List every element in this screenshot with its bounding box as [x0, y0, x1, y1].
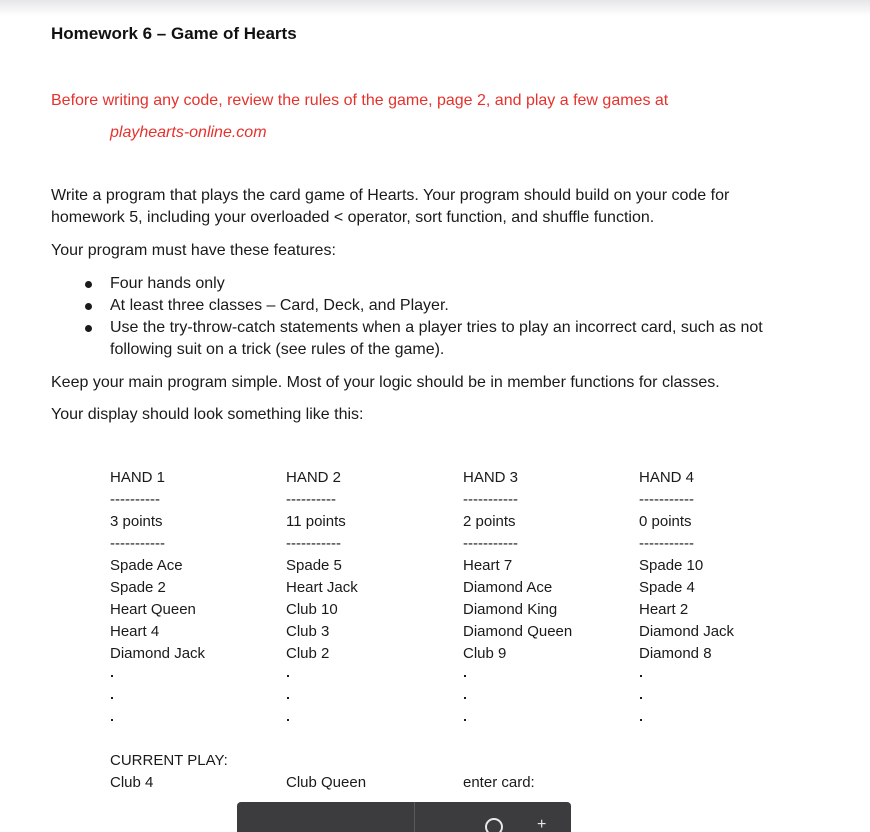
card: Club 10 [286, 601, 338, 618]
hand-title: HAND 4 [639, 469, 695, 486]
ellipsis-dot [639, 709, 734, 731]
card: Club 3 [286, 623, 330, 640]
separator: ----------- [463, 535, 518, 552]
ellipsis-dot [110, 687, 205, 709]
hand-points: 2 points [463, 513, 516, 530]
card: Spade Ace [110, 557, 183, 574]
viewer-top-shadow [0, 0, 870, 16]
bullet-text: At least three classes – Card, Deck, and Player. [110, 297, 449, 314]
ellipsis-dot [639, 665, 734, 687]
hand-points: 11 points [286, 513, 346, 530]
current-play-card-2: Club Queen [286, 774, 367, 791]
simplicity-paragraph: Keep your main program simple. Most of your logic should be in member functions for classes. [51, 374, 720, 391]
separator: ---------- [110, 491, 160, 508]
bullet-text: Four hands only [110, 275, 225, 292]
features-heading: Your program must have these features: [51, 242, 336, 259]
card: Heart 4 [110, 623, 160, 640]
hand-points: 0 points [639, 513, 692, 530]
intro-line-1: Write a program that plays the card game of Hearts. Your program should build on your code for [51, 187, 730, 204]
toolbar-divider [414, 802, 415, 832]
ellipsis-dot [639, 687, 734, 709]
ellipsis-dot [110, 709, 205, 731]
viewer-toolbar[interactable] [237, 802, 571, 832]
separator: ----------- [286, 535, 341, 552]
card: Heart Queen [110, 601, 196, 618]
hand-points: 3 points [110, 513, 163, 530]
ellipsis-dot [110, 665, 205, 687]
card: Diamond Jack [639, 623, 735, 640]
enter-card-prompt: enter card: [463, 774, 535, 791]
card: Spade 2 [110, 579, 166, 596]
list-item [80, 317, 780, 361]
bullet-icon [85, 303, 92, 310]
display-paragraph: Your display should look something like this: [51, 406, 364, 423]
card: Club 2 [286, 645, 330, 662]
ellipsis-dot [286, 687, 358, 709]
card: Spade 5 [286, 557, 342, 574]
current-play-card-1: Club 4 [110, 774, 154, 791]
zoom-in-icon[interactable]: + [537, 816, 547, 832]
card: Diamond Ace [463, 579, 553, 596]
card: Club 9 [463, 645, 507, 662]
bullet-text: Use the try-throw-catch statements when a player tries to play an incorrect card, such as not following suit on a trick (see rules of the game). [110, 319, 763, 358]
separator: ---------- [286, 491, 336, 508]
separator: ----------- [110, 535, 165, 552]
zoom-icon[interactable] [485, 818, 503, 832]
separator: ----------- [639, 535, 694, 552]
card: Heart 2 [639, 601, 689, 618]
hand-column-1 [110, 467, 205, 731]
intro-paragraph [51, 185, 729, 229]
card: Diamond Queen [463, 623, 573, 640]
ellipsis-dot [286, 709, 358, 731]
card: Diamond 8 [639, 645, 712, 662]
ellipsis-dot [286, 665, 358, 687]
card: Spade 10 [639, 557, 704, 574]
page-title: Homework 6 – Game of Hearts [51, 24, 297, 43]
card: Heart Jack [286, 579, 358, 596]
list-item [80, 295, 780, 317]
card: Diamond Jack [110, 645, 206, 662]
hand-column-3 [463, 467, 572, 731]
bullet-icon [85, 325, 92, 332]
red-note: Before writing any code, review the rules of the game, page 2, and play a few games at [51, 92, 669, 109]
card: Heart 7 [463, 557, 513, 574]
list-item [80, 273, 780, 295]
ellipsis-dot [463, 709, 572, 731]
separator: ----------- [463, 491, 518, 508]
current-play-label: CURRENT PLAY: [110, 752, 228, 769]
card: Diamond King [463, 601, 558, 618]
card: Spade 4 [639, 579, 695, 596]
game-site-link[interactable]: playhearts-online.com [110, 124, 267, 141]
hand-column-2 [286, 467, 358, 731]
separator: ----------- [639, 491, 694, 508]
bullet-icon [85, 281, 92, 288]
feature-list [80, 273, 780, 361]
hand-column-4 [639, 467, 734, 731]
ellipsis-dot [463, 687, 572, 709]
hand-title: HAND 3 [463, 469, 519, 486]
hand-title: HAND 1 [110, 469, 166, 486]
intro-line-2: homework 5, including your overloaded < operator, sort function, and shuffle function. [51, 209, 655, 226]
ellipsis-dot [463, 665, 572, 687]
hand-title: HAND 2 [286, 469, 342, 486]
